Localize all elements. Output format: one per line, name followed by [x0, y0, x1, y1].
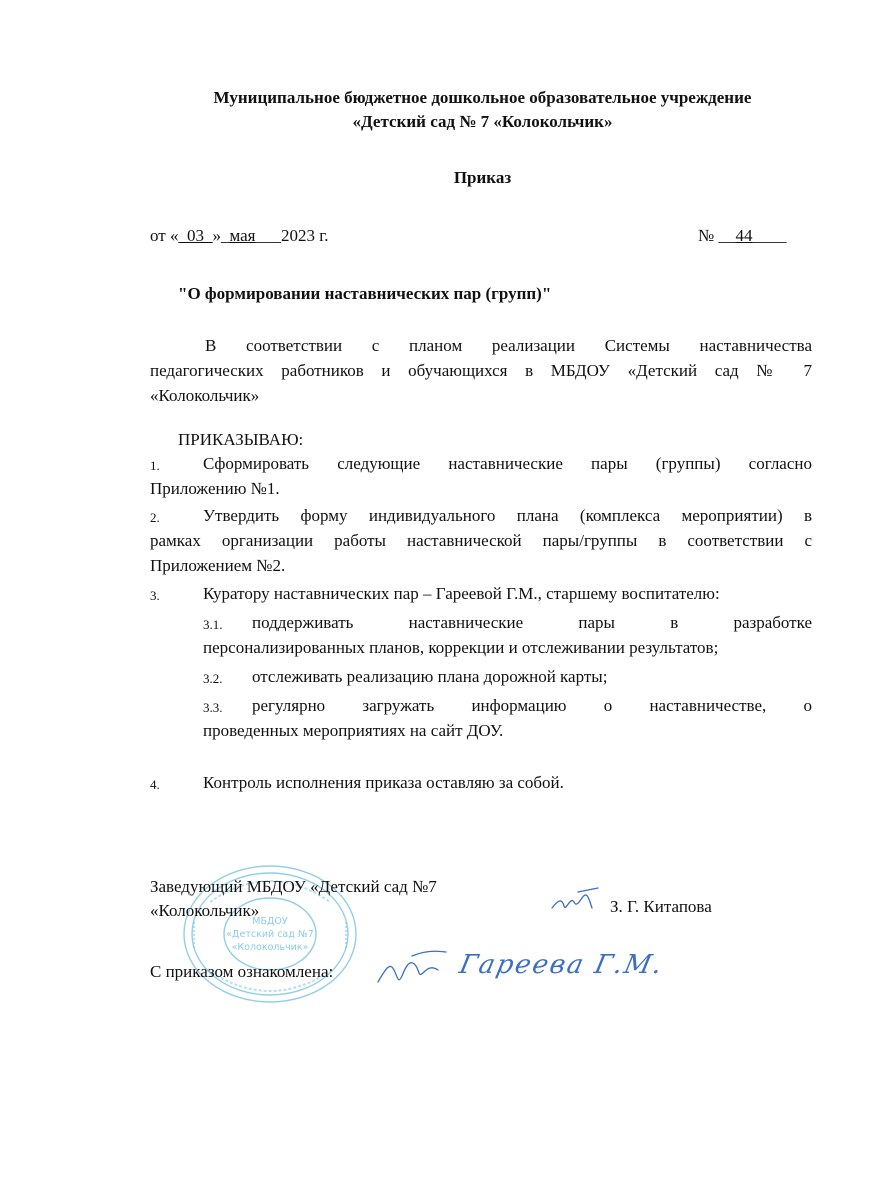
number-value: 44 [735, 226, 753, 245]
date-prefix: от « [150, 226, 179, 245]
intro-line2: педагогических работников и обучающихся в МБДОУ «Детский сад № 7 [150, 361, 812, 380]
signer-name: З. Г. Китапова [610, 897, 712, 916]
number-label: № __ [698, 226, 736, 245]
subitem-3-2-number: 3.2. [203, 671, 223, 686]
org-name-line2: «Детский сад № 7 «Колокольчик» [352, 112, 613, 131]
stamp-center-line3: «Колокольчик» [231, 942, 309, 953]
item-3-line1: Куратору наставнических пар – Гареевой Г.М., старшему воспитателю: [203, 584, 720, 603]
intro-line1: В соответствии с планом реализации Системы наставничества [205, 336, 812, 355]
intro-line3: «Колокольчик» [150, 386, 260, 405]
director-signature [548, 886, 604, 918]
item-2-number: 2. [150, 510, 160, 525]
stamp-center-line1: МБДОУ [252, 916, 288, 927]
subitem-3-3-line2: проведенных мероприятиях на сайт ДОУ. [203, 721, 504, 740]
signer-position-line1: Заведующий МБДОУ «Детский сад №7 [150, 877, 437, 896]
acknowledgement-label: С приказом ознакомлена: [150, 962, 334, 981]
subitem-3-1-line1: поддерживать наставнические пары в разработке [252, 613, 812, 632]
org-name-line1: Муниципальное бюджетное дошкольное образовательное учреждение [213, 88, 752, 107]
order-word: ПРИКАЗЫВАЮ: [178, 430, 304, 449]
doc-title: Приказ [453, 168, 512, 187]
date-day: _03_ [178, 226, 213, 245]
doc-number [698, 226, 786, 246]
handwritten-employee-name: Гареева Г.М. [456, 950, 667, 980]
item-1-line2: Приложению №1. [150, 479, 280, 498]
number-tail: ____ [752, 226, 787, 245]
doc-subject: "О формировании наставнических пар (групп)" [178, 284, 552, 303]
date-year: ___2023 г. [255, 226, 329, 245]
doc-date [150, 226, 329, 246]
subitem-3-3-number: 3.3. [203, 700, 223, 715]
date-month: мая [229, 226, 256, 245]
date-mid: »_ [212, 226, 230, 245]
subitem-3-3-line1: регулярно загружать информацию о наставничестве, о [252, 696, 812, 715]
subitem-3-2-line1: отслеживать реализацию плана дорожной карты; [252, 667, 608, 686]
subitem-3-1-line2: персонализированных планов, коррекции и отслеживании результатов; [203, 638, 719, 657]
employee-signature [372, 948, 454, 994]
item-2-line3: Приложением №2. [150, 556, 286, 575]
subitem-3-1-number: 3.1. [203, 617, 223, 632]
item-3-number: 3. [150, 588, 160, 603]
signer-position-line2: «Колокольчик» [150, 901, 260, 920]
item-1-number: 1. [150, 458, 160, 473]
item-2-line2: рамках организации работы наставнической пары/группы в соответствии с [150, 531, 812, 550]
item-4-line1: Контроль исполнения приказа оставляю за собой. [203, 773, 564, 792]
item-2-line1: Утвердить форму индивидуального плана (комплекса мероприятии) в [203, 506, 812, 525]
item-4-number: 4. [150, 777, 160, 792]
item-1-line1: Сформировать следующие наставнические пары (группы) согласно [203, 454, 812, 473]
stamp-center-line2: «Детский сад №7 [226, 929, 314, 940]
